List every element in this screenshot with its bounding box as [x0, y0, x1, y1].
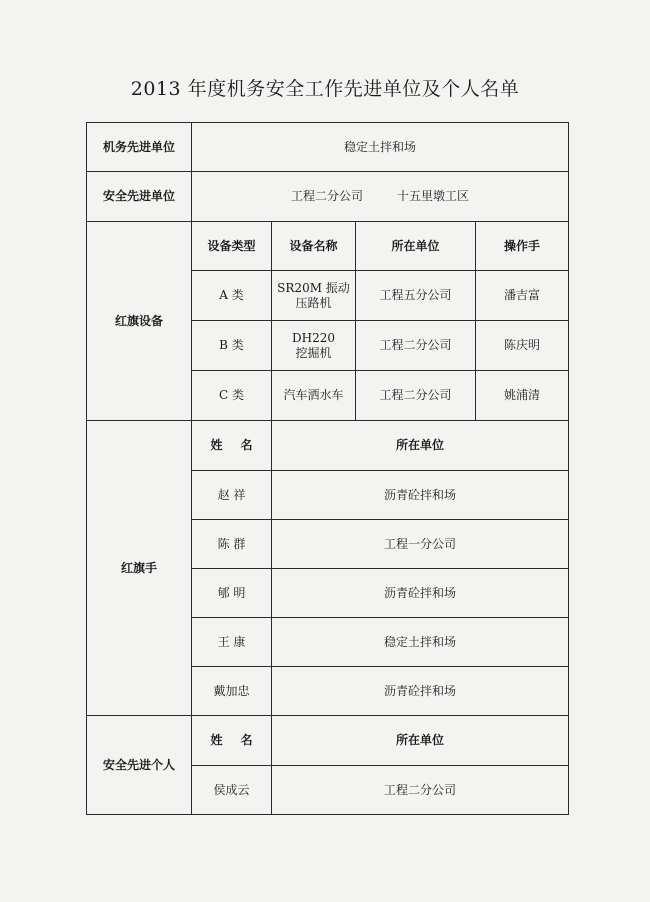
person-name: 戴加忠 — [192, 667, 272, 716]
person-unit: 工程一分公司 — [272, 520, 569, 569]
safety-unit-value: 十五里墩工区 — [397, 189, 470, 203]
equipment-type: C 类 — [192, 371, 272, 421]
equipment-type: B 类 — [192, 321, 272, 371]
equipment-unit: 工程五分公司 — [356, 271, 476, 321]
safety-person-label: 安全先进个人 — [87, 716, 192, 815]
safety-unit-label: 安全先进单位 — [87, 172, 192, 222]
person-unit: 沥青砼拌和场 — [272, 667, 569, 716]
advanced-unit-value: 稳定土拌和场 — [192, 123, 569, 172]
equipment-name-line: DH220 — [292, 330, 335, 345]
safety-unit-value: 工程二分公司 — [290, 189, 363, 203]
equipment-unit: 工程二分公司 — [356, 371, 476, 421]
column-header: 设备类型 — [192, 222, 272, 271]
equipment-operator: 潘吉富 — [476, 271, 569, 321]
person-unit: 沥青砼拌和场 — [272, 471, 569, 520]
person-unit: 工程二分公司 — [272, 766, 569, 815]
document-title: 2013 年度机务安全工作先进单位及个人名单 — [130, 78, 520, 100]
column-header: 所在单位 — [272, 421, 569, 471]
person-name: 赵 祥 — [192, 471, 272, 520]
column-header: 所在单位 — [272, 716, 569, 766]
equipment-name — [272, 321, 356, 371]
column-header: 操作手 — [476, 222, 569, 271]
advanced-unit-row — [87, 123, 569, 172]
equipment-operator: 姚浦清 — [476, 371, 569, 421]
safety-unit-values — [192, 172, 569, 222]
equipment-name-line: 挖掘机 — [295, 345, 332, 360]
person-name: 陈 群 — [192, 520, 272, 569]
equipment-header-row — [87, 222, 569, 271]
red-flag-person-header-row — [87, 421, 569, 471]
equipment-unit: 工程二分公司 — [356, 321, 476, 371]
equipment-operator: 陈庆明 — [476, 321, 569, 371]
person-name: 侯成云 — [192, 766, 272, 815]
column-header: 姓名 — [192, 716, 272, 766]
person-name: 王 康 — [192, 618, 272, 667]
person-unit: 稳定土拌和场 — [272, 618, 569, 667]
award-table — [86, 122, 569, 815]
equipment-name: 汽车洒水车 — [272, 371, 356, 421]
safety-unit-row — [87, 172, 569, 222]
person-name: 郇 明 — [192, 569, 272, 618]
equipment-name-line: 压路机 — [295, 295, 332, 310]
equipment-name — [272, 271, 356, 321]
safety-person-header-row — [87, 716, 569, 766]
column-header: 设备名称 — [272, 222, 356, 271]
red-flag-equipment-label: 红旗设备 — [87, 222, 192, 421]
column-header: 所在单位 — [356, 222, 476, 271]
advanced-unit-label: 机务先进单位 — [87, 123, 192, 172]
equipment-name-line: SR20M 振动 — [277, 280, 350, 295]
column-header: 姓名 — [192, 421, 272, 471]
person-unit: 沥青砼拌和场 — [272, 569, 569, 618]
equipment-type: A 类 — [192, 271, 272, 321]
red-flag-person-label: 红旗手 — [87, 421, 192, 716]
